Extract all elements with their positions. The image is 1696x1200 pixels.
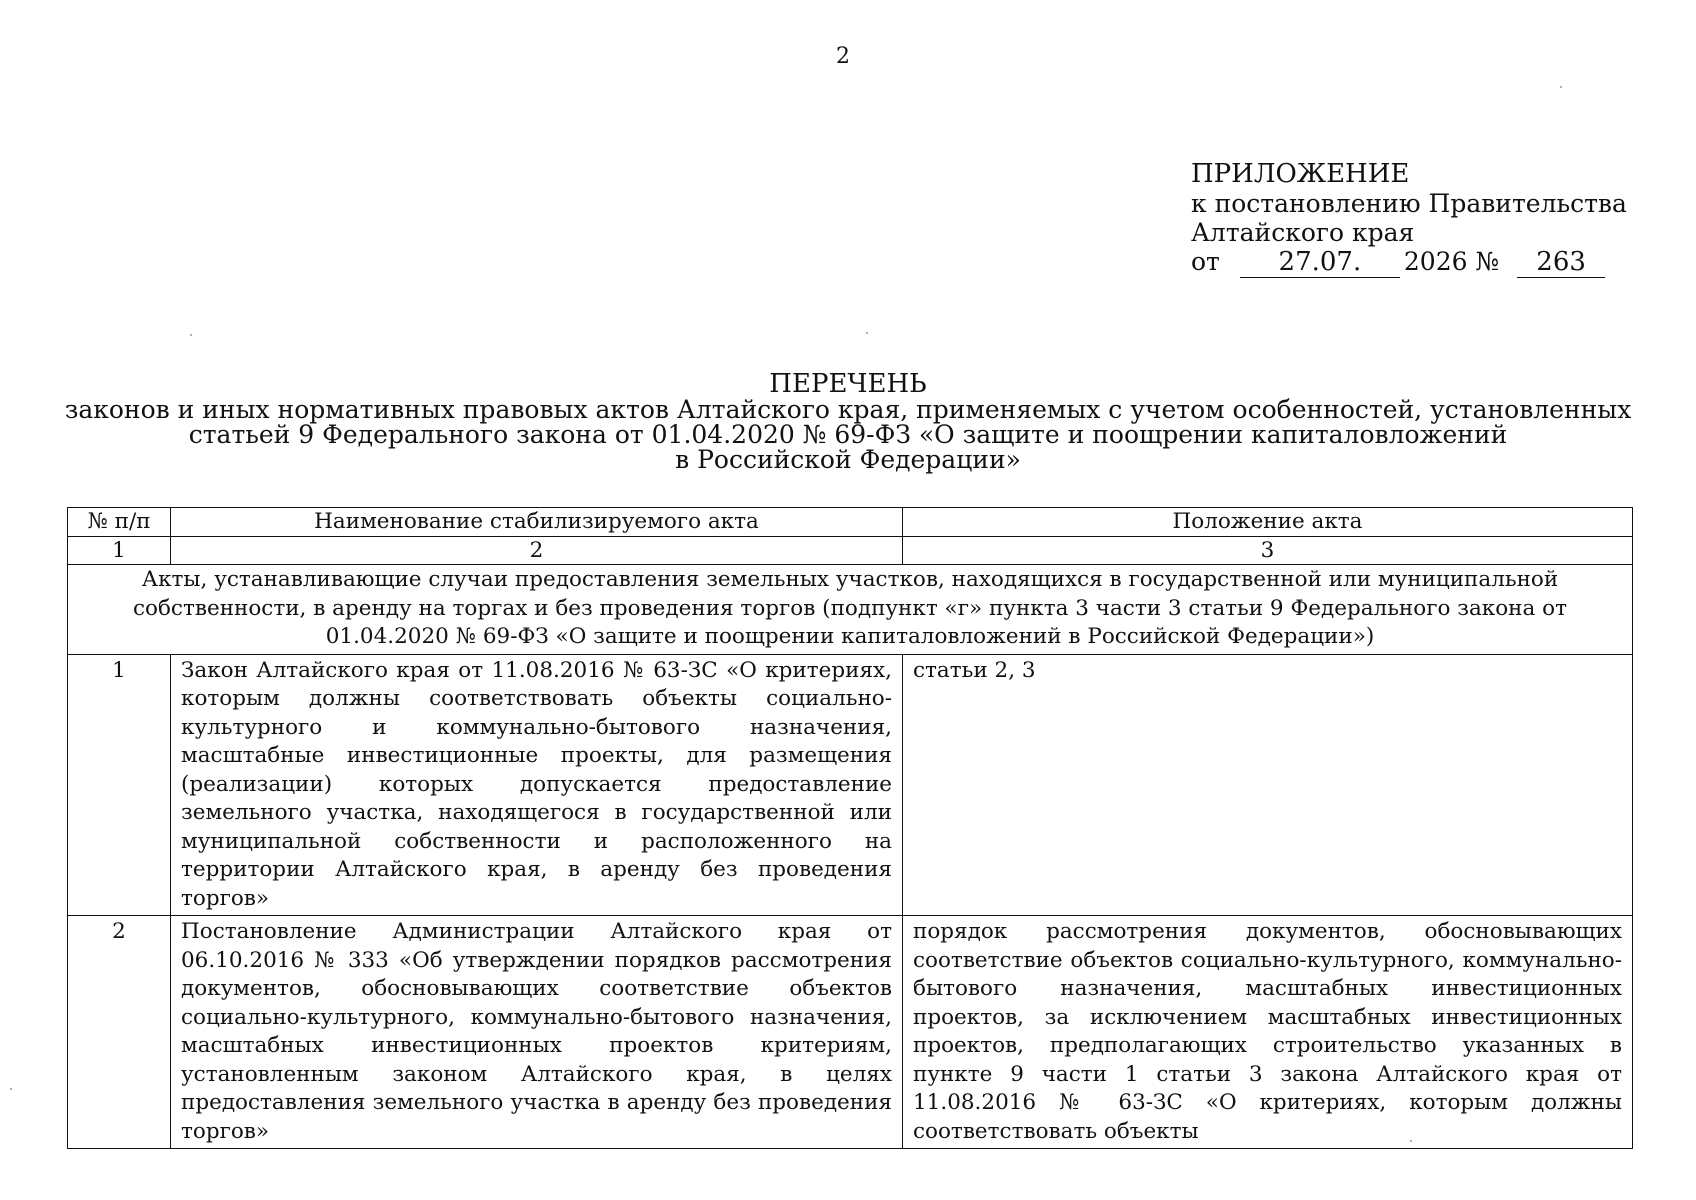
act-provision: порядок рассмотрения документов, обосновывающих соответствие объектов социально-культурного, коммунально-бытового назначения, масштабных инвестиционных проектов, за исключением масштабных инвестиционных проектов, предполагающих строительство указанных в пункте 9 части 1 статьи 3 закона Алтайского края от 11.08.2016 № 63-ЗС «О критериях, которым должны соответствовать объекты xyxy=(903,916,1633,1149)
heading-line-2: статьей 9 Федерального закона от 01.04.2020 № 69-ФЗ «О защите и поощрении капиталовложений xyxy=(188,420,1508,449)
act-name: Постановление Администрации Алтайского края от 06.10.2016 № 333 «Об утверждении порядков рассмотрения документов, обосновывающих соответствие объектов социально-культурного, коммунально-бытового назначения, масштабных инвестиционных проектов критериям, установленным законом Алтайского края, в целях предоставления земельного участка в аренду без проведения торгов» xyxy=(171,916,903,1149)
scan-speck xyxy=(190,334,192,336)
row-number: 1 xyxy=(68,654,171,916)
table-row xyxy=(68,916,1633,1149)
header-act-name: Наименование стабилизируемого акта xyxy=(171,508,903,537)
column-number-3: 3 xyxy=(903,537,1633,565)
appendix-line-2: Алтайского края xyxy=(1191,218,1415,247)
acts-table xyxy=(67,507,1633,1149)
scan-speck xyxy=(10,1088,12,1090)
heading-line-1: законов и иных нормативных правовых актов Алтайского края, применяемых с учетом особенностей, установленных xyxy=(64,395,1632,424)
scan-speck xyxy=(866,332,868,334)
row-number: 2 xyxy=(68,916,171,1149)
decree-date: 27.07. xyxy=(1240,247,1400,278)
section-row xyxy=(68,565,1633,655)
appendix-block xyxy=(1191,160,1627,278)
column-number-1: 1 xyxy=(68,537,171,565)
column-number-2: 2 xyxy=(171,537,903,565)
page-number: 2 xyxy=(836,44,850,69)
section-title: Акты, устанавливающие случаи предоставления земельных участков, находящихся в государственной или муниципальной собственности, в аренду на торгах и без проведения торгов (подпункт «г» пункта 3 части 3 статьи 9 Федерального закона от 01.04.2020 № 69-ФЗ «О защите и поощрении капиталовложений в Российской Федерации») xyxy=(68,565,1633,655)
scan-speck xyxy=(1410,1140,1412,1142)
act-name: Закон Алтайского края от 11.08.2016 № 63-ЗС «О критериях, которым должны соответствовать объекты социально-культурного и коммунально-бытового назначения, масштабные инвестиционные проекты, для размещения (реализации) которых допускается предоставление земельного участка, находящегося в государственной или муниципальной собственности и расположенного на территории Алтайского края, в аренду без проведения торгов» xyxy=(171,654,903,916)
table-header-row xyxy=(68,508,1633,537)
header-provision: Положение акта xyxy=(903,508,1633,537)
heading-title: ПЕРЕЧЕНЬ xyxy=(769,369,927,399)
act-provision: статьи 2, 3 xyxy=(903,654,1633,916)
appendix-title: ПРИЛОЖЕНИЕ xyxy=(1191,159,1410,189)
document-heading xyxy=(60,369,1636,474)
appendix-line-1: к постановлению Правительства xyxy=(1191,189,1627,218)
column-number-row xyxy=(68,537,1633,565)
header-number: № п/п xyxy=(68,508,171,537)
appendix-date-line xyxy=(1191,247,1627,278)
heading-line-3: в Российской Федерации» xyxy=(675,445,1021,474)
decree-number: 263 xyxy=(1517,247,1605,278)
from-label: от xyxy=(1191,247,1220,276)
table-row xyxy=(68,654,1633,916)
decree-year: 2026 № xyxy=(1403,247,1500,276)
scan-speck xyxy=(1560,86,1562,88)
